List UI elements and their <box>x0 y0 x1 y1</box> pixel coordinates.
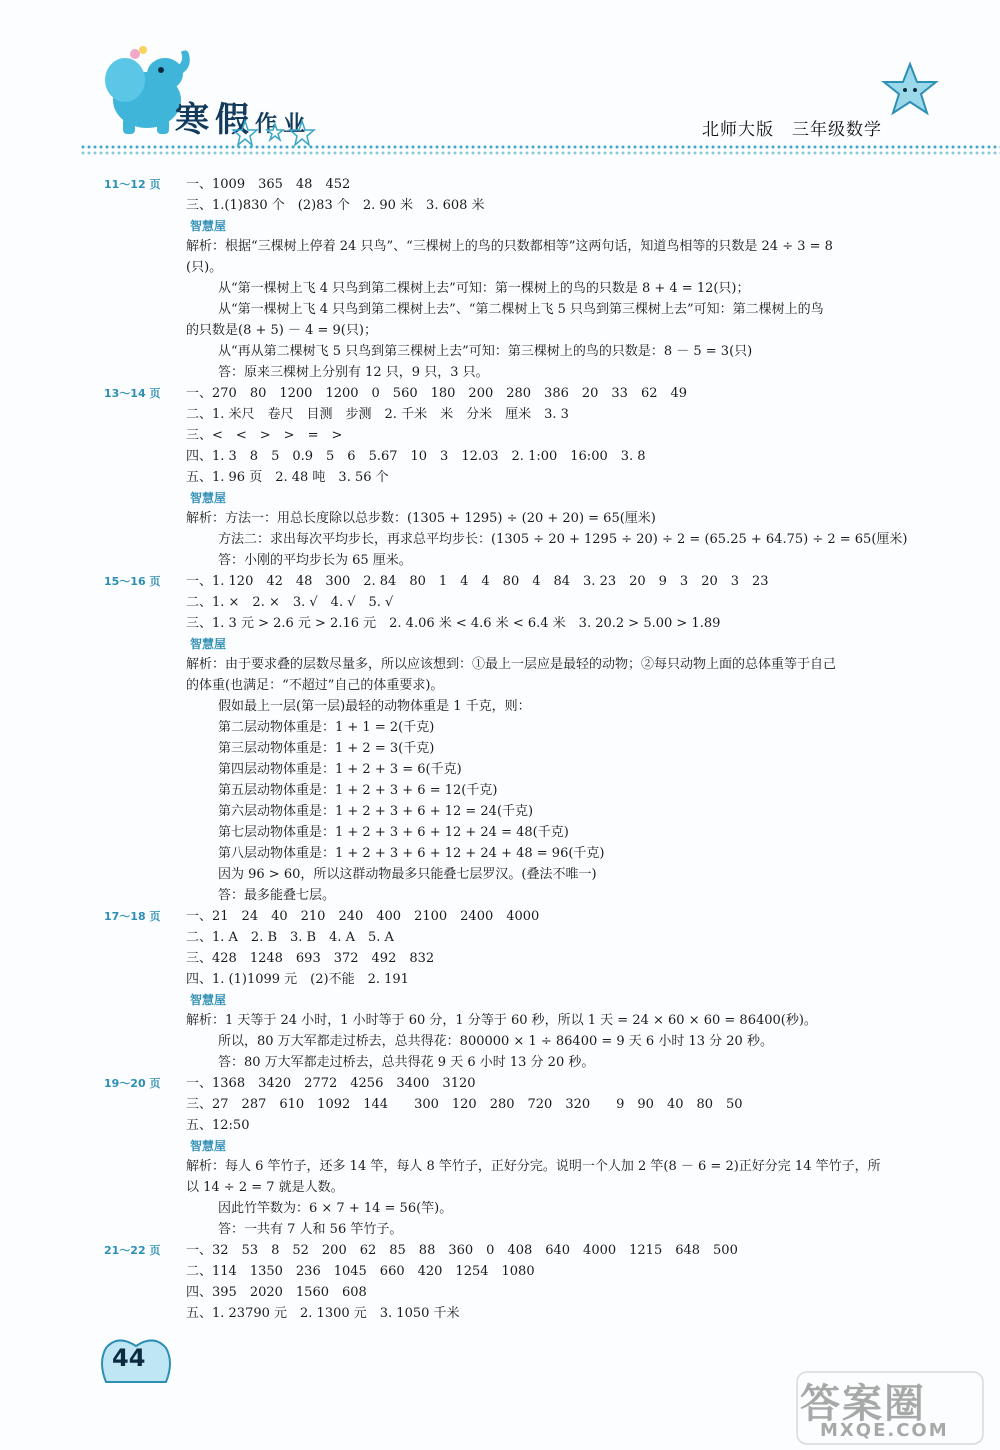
explanation-line: 以 14 ÷ 2 = 7 就是人数。 <box>186 1180 344 1195</box>
header-divider-secondary <box>80 150 1000 156</box>
explanation-line: 的只数是(8 + 5) － 4 = 9(只)； <box>186 323 377 338</box>
answer-conclusion: 答：一共有 7 人和 56 竿竹子。 <box>218 1222 403 1237</box>
answer-line: 五、1. 96 页 2. 48 吨 3. 56 个 <box>186 470 389 485</box>
answer-line: 三、428 1248 693 372 492 832 <box>186 951 435 966</box>
answer-line: 四、1. 3 8 5 0.9 5 6 5.67 10 3 12.03 2. 1:00 16:00 3. 8 <box>186 449 646 464</box>
explanation-line: 解析：1 天等于 24 小时，1 小时等于 60 分，1 分等于 60 秒，所以 1 天 = 24 × 60 × 60 = 86400(秒)。 <box>186 1013 817 1028</box>
answer-line: 三、27 287 610 1092 144 300 120 280 720 320 9 90 40 80 50 <box>186 1097 743 1112</box>
answer-line: 四、1. (1)1099 元 (2)不能 2. 191 <box>186 972 409 987</box>
answer-line: 四、395 2020 1560 608 <box>186 1285 367 1300</box>
answer-line: 一、21 24 40 210 240 400 2100 2400 4000 <box>186 909 540 924</box>
pages-label: 19～20 页 <box>104 1077 161 1090</box>
explanation-line: 从“再从第二棵树飞 5 只鸟到第三棵树上去”可知：第三棵树上的鸟的只数是：8 － 5 = 3(只) <box>218 344 753 359</box>
pages-label: 15～16 页 <box>104 575 161 588</box>
answer-line: 一、1009 365 48 452 <box>186 177 351 192</box>
star-icon <box>880 60 940 120</box>
answer-line: 二、1. 米尺 卷尺 目测 步测 2. 千米 米 分米 厘米 3. 3 <box>186 407 569 422</box>
answer-line: 三、1. 3 元 > 2.6 元 > 2.16 元 2. 4.06 米 < 4.6 米 < 6.4 米 3. 20.2 > 5.00 > 1.89 <box>186 616 721 631</box>
explanation-line: 从“第一棵树上飞 4 只鸟到第二棵树上去”、“第二棵树上飞 5 只鸟到第三棵树上去”可知：第二棵树上的鸟 <box>218 302 824 317</box>
answer-line: 三、1.(1)830 个 (2)83 个 2. 90 米 3. 608 米 <box>186 198 485 213</box>
wisdom-heading: 智慧屋 <box>190 1139 227 1153</box>
answer-line: 五、12:50 <box>186 1118 250 1133</box>
answer-line: 五、1. 23790 元 2. 1300 元 3. 1050 千米 <box>186 1306 460 1321</box>
answer-line: 二、1. A 2. B 3. B 4. A 5. A <box>186 930 394 945</box>
explanation-line: 解析：根据“三棵树上停着 24 只鸟”、“三棵树上的鸟的只数都相等”这两句话，知道鸟相等的只数是 24 ÷ 3 = 8 <box>186 239 833 254</box>
page-header <box>0 0 1000 160</box>
explanation-line: 第四层动物体重是：1 + 2 + 3 = 6(千克) <box>218 762 462 777</box>
explanation-line: 第三层动物体重是：1 + 2 = 3(千克) <box>218 741 435 756</box>
pages-label: 21～22 页 <box>104 1244 161 1257</box>
explanation-line: 假如最上一层(第一层)最轻的动物体重是 1 千克，则： <box>218 699 531 714</box>
explanation-line: 的体重(也满足：“不超过”自己的体重要求)。 <box>186 678 444 693</box>
edition-label: 北师大版 三年级数学 <box>702 120 882 140</box>
answer-line: 一、270 80 1200 1200 0 560 180 200 280 386 20 33 62 49 <box>186 386 688 401</box>
wisdom-heading: 智慧屋 <box>190 637 227 651</box>
answer-line: 二、114 1350 236 1045 660 420 1254 1080 <box>186 1264 535 1279</box>
answer-conclusion: 答：小刚的平均步长为 65 厘米。 <box>218 553 412 568</box>
explanation-line: 解析：由于要求叠的层数尽量多，所以应该想到：①最上一层应是最轻的动物；②每只动物上面的总体重等于自己 <box>186 657 837 672</box>
explanation-line: 所以，80 万大军都走过桥去，总共得花：800000 × 1 ÷ 86400 = 9 天 6 小时 13 分 20 秒。 <box>218 1034 773 1049</box>
wisdom-heading: 智慧屋 <box>190 219 227 233</box>
wisdom-heading: 智慧屋 <box>190 491 227 505</box>
answer-line: 二、1. × 2. × 3. √ 4. √ 5. √ <box>186 595 394 610</box>
book-title-small: 作业 <box>255 112 312 137</box>
page-number: 44 <box>112 1344 146 1372</box>
explanation-line: 解析：方法一：用总长度除以总步数：(1305 + 1295) ÷ (20 + 20) = 65(厘米) <box>186 511 656 526</box>
pages-label: 17～18 页 <box>104 910 161 923</box>
pages-label: 13～14 页 <box>104 387 161 400</box>
answer-line: 一、32 53 8 52 200 62 85 88 360 0 408 640 4000 1215 648 500 <box>186 1243 738 1258</box>
watermark-url: MXQE.COM <box>820 1420 949 1441</box>
answer-conclusion: 答：最多能叠七层。 <box>218 888 336 903</box>
explanation-line: 第二层动物体重是：1 + 1 = 2(千克) <box>218 720 435 735</box>
answer-line: 三、< < > > = > <box>186 428 343 443</box>
explanation-line: (只)。 <box>186 260 223 275</box>
explanation-line: 从“第一棵树上飞 4 只鸟到第二棵树上去”可知：第一棵树上的鸟的只数是 8 + 4 = 12(只)； <box>218 281 750 296</box>
explanation-line: 因此竹竿数为：6 × 7 + 14 = 56(竿)。 <box>218 1201 453 1216</box>
answer-line: 一、1. 120 42 48 300 2. 84 80 1 4 4 80 4 84 3. 23 20 9 3 20 3 23 <box>186 574 769 589</box>
wisdom-heading: 智慧屋 <box>190 993 227 1007</box>
answer-conclusion: 答：80 万大军都走过桥去，总共得花 9 天 6 小时 13 分 20 秒。 <box>218 1055 595 1070</box>
watermark-text: 答案圈 <box>800 1381 926 1427</box>
book-title-main: 寒假 <box>175 100 255 140</box>
explanation-line: 方法二：求出每次平均步长，再求总平均步长：(1305 ÷ 20 + 1295 ÷ 20) ÷ 2 = (65.25 + 64.75) ÷ 2 = 65(厘米) <box>218 532 908 547</box>
explanation-line: 因为 96 > 60，所以这群动物最多只能叠七层罗汉。(叠法不唯一) <box>218 867 597 882</box>
explanation-line: 第六层动物体重是：1 + 2 + 3 + 6 + 12 = 24(千克) <box>218 804 534 819</box>
explanation-line: 解析：每人 6 竿竹子，还多 14 竿，每人 8 竿竹子，正好分完。说明一个人加 2 竿(8 － 6 = 2)正好分完 14 竿竹子，所 <box>186 1159 881 1174</box>
answer-conclusion: 答：原来三棵树上分别有 12 只，9 只，3 只。 <box>218 365 489 380</box>
pages-label: 11～12 页 <box>104 178 161 191</box>
explanation-line: 第八层动物体重是：1 + 2 + 3 + 6 + 12 + 24 + 48 = 96(千克) <box>218 846 605 861</box>
explanation-line: 第五层动物体重是：1 + 2 + 3 + 6 = 12(千克) <box>218 783 498 798</box>
answer-line: 一、1368 3420 2772 4256 3400 3120 <box>186 1076 476 1091</box>
explanation-line: 第七层动物体重是：1 + 2 + 3 + 6 + 12 + 24 = 48(千克) <box>218 825 569 840</box>
